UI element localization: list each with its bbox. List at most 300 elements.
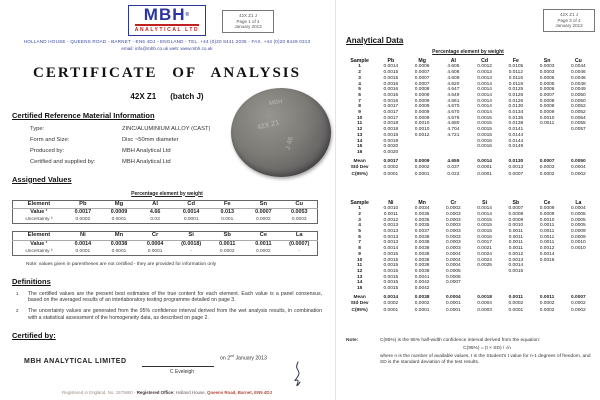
cell: 0.0038 bbox=[414, 263, 430, 269]
cell: 7 bbox=[358, 98, 361, 104]
cell: 0.0048 bbox=[571, 81, 586, 87]
cell: 0.0035 bbox=[414, 211, 430, 217]
cell: 0.0021 bbox=[477, 246, 492, 252]
cell: 0.0011 bbox=[508, 234, 524, 240]
footnote-marker: 1 bbox=[16, 290, 19, 296]
cell: 0.0055 bbox=[571, 121, 586, 127]
column-header: Sample bbox=[350, 199, 369, 206]
cell: Mean bbox=[353, 294, 366, 300]
footnote-marker: 2 bbox=[16, 308, 19, 314]
cell: 4.655 bbox=[447, 158, 460, 164]
footer-office-address-2: Queens Road, Barnet, EN5 4DJ bbox=[207, 390, 272, 395]
column-header: Ce bbox=[245, 232, 281, 241]
cell: 12 bbox=[356, 127, 363, 133]
cell: 4.704 bbox=[447, 127, 460, 133]
cell: 7 bbox=[358, 240, 361, 246]
cell: 0.0009 bbox=[414, 92, 430, 98]
cell: 0.0010 bbox=[539, 115, 555, 121]
field-value: ZINC/ALUMINIUM ALLOY (CAST) bbox=[122, 125, 211, 132]
cell: 0.0003 bbox=[446, 217, 461, 223]
logo-wrap bbox=[0, 5, 334, 36]
cell: 0.0011 bbox=[539, 228, 555, 234]
summary-row bbox=[344, 156, 594, 165]
cell: 0.0007 bbox=[446, 280, 461, 286]
stamp-page-number: Page 1 of 4 bbox=[236, 18, 260, 24]
cell: 0.0002 bbox=[446, 206, 461, 212]
cell: 6 bbox=[358, 234, 361, 240]
cell: 0.0134 bbox=[508, 110, 524, 116]
column-header: Mg bbox=[101, 200, 137, 209]
column-header: Fe bbox=[209, 200, 245, 209]
cell: 0.0014 bbox=[383, 64, 399, 70]
cell: 12 bbox=[356, 268, 363, 274]
column-header: Cr bbox=[450, 199, 457, 206]
cell: 0.0144 bbox=[508, 138, 524, 144]
cell: 10 bbox=[356, 115, 363, 121]
analytical-table-1 bbox=[344, 58, 594, 178]
cell: 0.0005 bbox=[571, 217, 586, 223]
cell: - bbox=[298, 248, 300, 254]
cell: 0.0005 bbox=[539, 81, 555, 87]
cell: 0.0012 bbox=[414, 132, 430, 138]
cell: 0.0038 bbox=[414, 246, 430, 252]
cell: 0.0001 bbox=[414, 172, 430, 178]
stamp-product: 42X Z1 J bbox=[238, 13, 257, 18]
cell: 0.0041 bbox=[414, 274, 430, 280]
cell: 0.0003 bbox=[446, 228, 461, 234]
cell: 0.0118 bbox=[508, 81, 524, 87]
cell: 0.0001 bbox=[111, 248, 127, 254]
cell: 0.0012 bbox=[539, 246, 555, 252]
cell: 0.0002 bbox=[219, 248, 235, 254]
cell: 0.0009 bbox=[539, 110, 555, 116]
summary-row bbox=[344, 307, 594, 314]
cell: 0.0010 bbox=[508, 223, 524, 229]
crm-fields bbox=[30, 126, 240, 165]
column-header: Sample bbox=[350, 58, 369, 64]
cell: 0.0038 bbox=[414, 268, 430, 274]
cell: 0.0017 bbox=[383, 104, 399, 110]
cell: 0.0015 bbox=[383, 257, 399, 263]
column-header: Sn bbox=[543, 58, 551, 64]
cell: 0.0009 bbox=[571, 228, 586, 234]
logo-subtitle: ANALYTICAL LTD bbox=[134, 26, 200, 33]
cell: 3 bbox=[358, 217, 361, 223]
cell: 0.0017 bbox=[477, 240, 492, 246]
cell: 0.0035 bbox=[414, 217, 430, 223]
cell: 0.0038 bbox=[414, 234, 430, 240]
cell: Std Dev bbox=[350, 301, 369, 307]
cell: 0.0013 bbox=[508, 165, 524, 171]
cell: 0.0044 bbox=[571, 64, 586, 70]
cell: 0.0112 bbox=[508, 70, 524, 76]
cell: 0.0016 bbox=[477, 144, 492, 150]
cell: 0.0007 bbox=[414, 70, 430, 76]
cell: 16 bbox=[356, 149, 363, 155]
cell: 0.0042 bbox=[414, 280, 430, 286]
cell: 0.0002 bbox=[539, 301, 555, 307]
cell: 0.0007 bbox=[255, 209, 272, 215]
batch-label: (batch J) bbox=[170, 91, 204, 101]
cell: 0.0015 bbox=[508, 268, 524, 274]
cell: 0.0002 bbox=[256, 248, 271, 254]
field-value: Disc ~50mm diameter bbox=[122, 136, 179, 143]
cell: 0.0014 bbox=[477, 211, 492, 217]
cell: 0.0003 bbox=[446, 246, 461, 252]
registration-footer bbox=[0, 390, 334, 395]
column-header: Cr bbox=[137, 232, 173, 241]
cell: 0.0017 bbox=[383, 158, 399, 164]
cell: 0.0009 bbox=[539, 206, 555, 212]
cell: 0.0002 bbox=[571, 308, 586, 314]
cell: 0.0005 bbox=[571, 223, 586, 229]
cell: 0.0009 bbox=[414, 115, 430, 121]
cell: 0.013 bbox=[220, 209, 235, 215]
cell: 0.0116 bbox=[508, 75, 524, 81]
cell: 0.0014 bbox=[477, 98, 492, 104]
cell: 9 bbox=[358, 251, 361, 257]
cell: 0.0009 bbox=[414, 98, 430, 104]
cell: 0.0001 bbox=[147, 248, 163, 254]
cell: 0.0013 bbox=[477, 75, 492, 81]
analytical-data-heading: Analytical Data bbox=[346, 36, 404, 45]
cell: 0.0050 bbox=[571, 92, 586, 98]
cell: 0.0015 bbox=[383, 70, 399, 76]
cell: 0.0010 bbox=[414, 127, 430, 133]
cell: 0.0008 bbox=[539, 104, 555, 110]
definition-text: The uncertainty values are generated from the 95% confidence interval derived from the wet analysis results, in combination with a statistical assessment of the homogeneity data, as described on page 2. bbox=[28, 308, 322, 321]
analytical-data-column bbox=[335, 0, 600, 400]
cell: 4.608 bbox=[447, 70, 460, 76]
cell: 0.0038 bbox=[414, 251, 430, 257]
c95-note bbox=[346, 338, 594, 366]
cell: 0.0007 bbox=[539, 92, 555, 98]
cell: 0.022 bbox=[447, 172, 460, 178]
cell: 0.0001 bbox=[508, 308, 524, 314]
definition-2 bbox=[16, 308, 322, 321]
cell: 6 bbox=[358, 92, 361, 98]
cell: 0.0014 bbox=[182, 209, 200, 215]
cell: 0.0015 bbox=[383, 274, 399, 280]
cell: 0.0009 bbox=[414, 110, 430, 116]
cell: 0.0015 bbox=[383, 263, 399, 269]
cell: 0.0011 bbox=[539, 121, 555, 127]
cell: 0.0004 bbox=[446, 294, 461, 300]
column-header: Al bbox=[137, 200, 173, 209]
column-header: Sn bbox=[245, 200, 281, 209]
cell: 0.0004 bbox=[146, 240, 164, 247]
cell: 0.0009 bbox=[110, 209, 128, 215]
footer-office-address: Holland House, bbox=[174, 390, 208, 395]
cell: 0.0014 bbox=[477, 81, 492, 87]
signer-name: C Eveleigh bbox=[169, 369, 195, 376]
cell: 0.0011 bbox=[508, 240, 524, 246]
column-header: Mg bbox=[418, 58, 426, 64]
column-header: Cd bbox=[481, 58, 489, 64]
logo-divider bbox=[135, 24, 200, 26]
cell: 0.0038 bbox=[414, 294, 430, 300]
cell: 0.0018 bbox=[383, 121, 399, 127]
cell: 0.0001 bbox=[75, 248, 91, 254]
cell: 0.0015 bbox=[477, 121, 492, 127]
cell: 0.0016 bbox=[383, 81, 399, 87]
cell: 0.03 bbox=[150, 217, 160, 222]
cell: 14 bbox=[356, 280, 363, 286]
cell: 0.0149 bbox=[508, 144, 524, 150]
cell: 0.0015 bbox=[477, 228, 492, 234]
cell: 0.0016 bbox=[477, 234, 492, 240]
cell: 0.0011 bbox=[508, 228, 524, 234]
cell: Uncertainty ² bbox=[25, 217, 53, 222]
contact-line: email: info@mbh.co.uk web: www.mbh.co.uk bbox=[121, 45, 213, 51]
company-name: MBH ANALYTICAL LIMITED bbox=[24, 358, 127, 366]
cell: 0.0002 bbox=[508, 301, 524, 307]
cell: 0.0016 bbox=[539, 257, 555, 263]
cell: 0.0035 bbox=[414, 223, 430, 229]
date-ordinal: nd bbox=[230, 354, 235, 359]
cell: 13 bbox=[356, 274, 363, 280]
analytical-caption: Percentage element by weight bbox=[432, 49, 504, 55]
cell: 0.0002 bbox=[383, 165, 399, 171]
column-header: Pb bbox=[65, 200, 101, 209]
cell: 0.0015 bbox=[477, 115, 492, 121]
assigned-caption: Percentage element by weight bbox=[131, 190, 203, 197]
date-prefix: on 2 bbox=[220, 355, 231, 362]
cell: 0.0015 bbox=[477, 127, 492, 133]
cell: 0.0015 bbox=[383, 75, 399, 81]
cell: 0.0057 bbox=[571, 127, 586, 133]
cell: 0.0006 bbox=[414, 64, 430, 70]
cell: 0.0024 bbox=[477, 257, 492, 263]
cell: 0.0004 bbox=[477, 301, 492, 307]
cell: 0.0052 bbox=[571, 110, 586, 116]
signature-date bbox=[220, 354, 267, 362]
column-header: Cd bbox=[173, 200, 209, 209]
summary-row bbox=[344, 300, 594, 307]
cell: 0.0016 bbox=[383, 87, 399, 93]
cell: 4.609 bbox=[447, 75, 460, 81]
cell: 0.0003 bbox=[291, 217, 307, 222]
cell: 0.0012 bbox=[477, 64, 492, 70]
table-row bbox=[13, 240, 318, 248]
cell: 0.0014 bbox=[477, 110, 492, 116]
column-header: Cu bbox=[281, 200, 317, 209]
cell: 0.0003 bbox=[446, 240, 461, 246]
column-header: Ni bbox=[65, 232, 101, 241]
crm-field-form-size bbox=[30, 137, 240, 143]
cell: 0.0052 bbox=[571, 104, 586, 110]
cell: 0.0011 bbox=[539, 240, 555, 246]
column-header: Al bbox=[450, 58, 456, 64]
cell: 0.0002 bbox=[383, 301, 399, 307]
cell: 0.0005 bbox=[539, 75, 555, 81]
table-row bbox=[13, 209, 318, 217]
cell: 0.0002 bbox=[539, 172, 555, 178]
cell: 2 bbox=[358, 70, 361, 76]
field-label: Produced by: bbox=[30, 147, 65, 154]
cell: 0.0050 bbox=[571, 158, 586, 164]
column-header: Si bbox=[173, 232, 209, 241]
column-header: Mn bbox=[101, 232, 137, 241]
cell: 0.0009 bbox=[508, 217, 524, 223]
cell: 0.0005 bbox=[446, 268, 461, 274]
cell: Std Dev bbox=[350, 165, 369, 171]
cell: (0.0018) bbox=[181, 240, 202, 247]
cell: 8 bbox=[358, 246, 361, 252]
cell: 0.0003 bbox=[539, 64, 555, 70]
cell: 0.0135 bbox=[508, 115, 524, 121]
cell: 0.0002 bbox=[571, 301, 586, 307]
cell: Mean bbox=[353, 158, 366, 164]
cell: 0.0038 bbox=[110, 240, 128, 247]
cell: 0.0004 bbox=[446, 251, 461, 257]
cell: 0.0010 bbox=[539, 217, 555, 223]
cell: 0.0006 bbox=[446, 274, 461, 280]
address-line: HOLLAND HOUSE - QUEENS ROAD - BARNET - EN5 4DJ - ENGLAND - TEL. +44 (0)20 8441 2035 - FAX. +44 (0)20 8449 0313 bbox=[23, 38, 311, 44]
note-body bbox=[380, 338, 594, 366]
cell: 4.66 bbox=[149, 209, 161, 215]
cell: 11 bbox=[357, 121, 363, 127]
cell: 4.670 bbox=[447, 104, 460, 110]
cell: 0.0018 bbox=[383, 132, 399, 138]
cell: 0.0001 bbox=[414, 308, 430, 314]
cell: 0.0003 bbox=[477, 308, 492, 314]
column-header: Si bbox=[482, 199, 488, 206]
cell: 0.0002 bbox=[256, 217, 271, 222]
cell: 0.0126 bbox=[508, 92, 524, 98]
cell: 0.0003 bbox=[539, 165, 555, 171]
cell: 0.001 bbox=[221, 217, 234, 222]
cell: 0.0053 bbox=[290, 209, 308, 215]
cell: 0.0010 bbox=[414, 121, 430, 127]
cell: 4.680 bbox=[447, 121, 460, 127]
cell: 4.721 bbox=[447, 132, 460, 138]
cell: 0.0025 bbox=[477, 263, 492, 269]
cell: 4.661 bbox=[447, 98, 460, 104]
cell: 0.0038 bbox=[414, 240, 430, 246]
field-value: MBH Analytical Ltd bbox=[122, 147, 171, 154]
cell: 0.0141 bbox=[508, 127, 524, 133]
note-line: C(95%) is the 95% half-width confidence interval derived from the equation: bbox=[380, 337, 541, 343]
cell: 5 bbox=[358, 228, 361, 234]
analytical-table-2 bbox=[344, 200, 594, 314]
cell: 0.0011 bbox=[539, 234, 555, 240]
date-rest: January 2013 bbox=[234, 355, 267, 362]
cell: 8 bbox=[358, 104, 361, 110]
cell: 0.0105 bbox=[508, 64, 524, 70]
cell: 0.0011 bbox=[508, 246, 524, 252]
column-header: Mn bbox=[418, 199, 426, 206]
column-header: Ce bbox=[543, 199, 551, 206]
cell: 0.0017 bbox=[383, 110, 399, 116]
summary-row bbox=[344, 292, 594, 301]
cell: 0.0016 bbox=[383, 92, 399, 98]
cell: 0.0015 bbox=[383, 268, 399, 274]
cell: 0.0014 bbox=[477, 158, 492, 164]
signature-block bbox=[24, 346, 334, 380]
crm-info-heading: Certified Reference Material Information bbox=[12, 110, 155, 120]
cell: 0.0005 bbox=[571, 211, 586, 217]
crm-field-certified-by bbox=[30, 159, 240, 165]
table-row bbox=[13, 216, 318, 224]
stamp-product: 42X Z1 J bbox=[559, 12, 578, 17]
cell: 0.0014 bbox=[477, 206, 492, 212]
cell: 0.0015 bbox=[383, 286, 399, 292]
assigned-values-table-1 bbox=[12, 200, 318, 225]
cell: 0.0125 bbox=[508, 87, 524, 93]
field-label: Type: bbox=[30, 125, 45, 132]
cell: 0.0010 bbox=[571, 246, 586, 252]
cell: 0.0014 bbox=[74, 240, 92, 247]
column-header: Element bbox=[13, 232, 65, 241]
cell: 0.0009 bbox=[571, 234, 586, 240]
cell: 0.0018 bbox=[383, 127, 399, 133]
signature-line bbox=[142, 366, 214, 367]
cell: 0.0017 bbox=[383, 115, 399, 121]
cell: 0.0014 bbox=[477, 92, 492, 98]
cell: 0.0011 bbox=[219, 240, 236, 247]
cell: 0.0004 bbox=[571, 165, 586, 171]
cell: C(95%) bbox=[351, 308, 368, 314]
cell: 3 bbox=[358, 75, 361, 81]
cell: 0.0015 bbox=[477, 217, 492, 223]
cell: 0.0001 bbox=[383, 308, 399, 314]
cell: 0.0015 bbox=[383, 280, 399, 286]
assigned-values-table-2 bbox=[12, 231, 318, 256]
cell: 0.0011 bbox=[539, 223, 555, 229]
field-label: Form and Size: bbox=[30, 136, 70, 143]
cell: 0.0014 bbox=[477, 87, 492, 93]
disc-marking: MBH bbox=[268, 99, 284, 107]
cell: 4.649 bbox=[447, 92, 460, 98]
cell: Value ¹ bbox=[30, 209, 48, 215]
cell: 0.0003 bbox=[446, 211, 461, 217]
cell: 4.647 bbox=[447, 87, 460, 93]
logo-text bbox=[135, 7, 200, 23]
cell: 0.0012 bbox=[508, 251, 524, 257]
column-header: Cu bbox=[574, 58, 582, 64]
cell: 0.0018 bbox=[477, 294, 492, 300]
cell: 0.0130 bbox=[508, 104, 524, 110]
cell: 0.0013 bbox=[508, 257, 524, 263]
disc-marking: J 46 bbox=[284, 136, 295, 151]
footer-registration: Registered in England, No. 1575660 - bbox=[62, 390, 137, 395]
cell: 13 bbox=[356, 132, 363, 138]
stamp-page-number: Page 3 of 4 bbox=[557, 17, 581, 23]
cell: 0.0013 bbox=[383, 234, 399, 240]
summary-row bbox=[344, 171, 594, 178]
logo-mbh-text: MBH bbox=[143, 5, 186, 24]
cell: 0.0013 bbox=[383, 240, 399, 246]
crm-field-produced-by bbox=[30, 148, 240, 154]
cell: 0.0007 bbox=[508, 172, 524, 178]
cell: 0.0024 bbox=[477, 251, 492, 257]
disc-marking: 42X Z1 bbox=[256, 119, 281, 132]
column-header: La bbox=[575, 199, 582, 206]
cell: 4.676 bbox=[447, 115, 460, 121]
cell: 0.0015 bbox=[477, 132, 492, 138]
cell: 15 bbox=[356, 144, 363, 150]
cell: 0.0004 bbox=[571, 206, 586, 212]
cell: 0.0007 bbox=[414, 81, 430, 87]
cell: 4.620 bbox=[447, 81, 460, 87]
field-value: MBH Analytical Ltd bbox=[122, 158, 171, 165]
header-row bbox=[13, 232, 318, 241]
cell: 0.0011 bbox=[255, 240, 272, 247]
cell: 0.0012 bbox=[383, 217, 399, 223]
cell: 0.0008 bbox=[414, 87, 430, 93]
cell: 0.0008 bbox=[508, 211, 524, 217]
